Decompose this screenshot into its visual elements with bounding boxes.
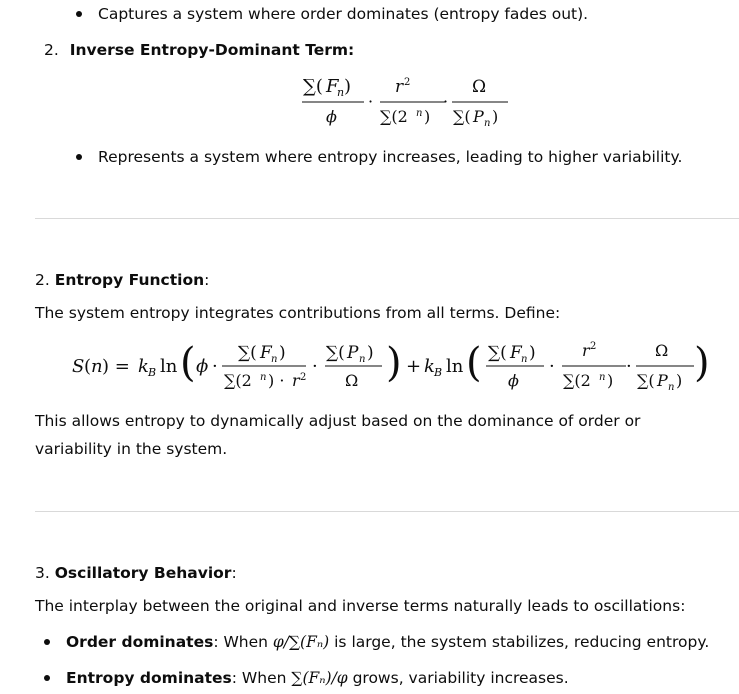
bullet-entropy-increases: Represents a system where entropy increases, leading to higher variability. bbox=[98, 148, 683, 166]
svg-text:): ) bbox=[424, 107, 431, 126]
svg-text:ϕ: ϕ bbox=[508, 371, 519, 390]
svg-text:n: n bbox=[599, 372, 606, 383]
svg-text:ln: ln bbox=[160, 356, 178, 377]
bullet-dot bbox=[76, 154, 82, 160]
svg-text:·: · bbox=[549, 356, 555, 377]
svg-text:B: B bbox=[148, 366, 157, 379]
svg-text:n: n bbox=[271, 354, 278, 365]
svg-text:P: P bbox=[347, 343, 359, 363]
svg-text:(: ( bbox=[180, 340, 196, 386]
svg-text:∑(: ∑( bbox=[637, 371, 655, 390]
svg-text:∑(2: ∑(2 bbox=[380, 107, 408, 126]
svg-text:∑(: ∑( bbox=[303, 76, 323, 97]
bullet-dot bbox=[44, 639, 50, 645]
svg-text:) =: ) = bbox=[102, 356, 130, 377]
svg-text:Ω: Ω bbox=[655, 341, 669, 360]
svg-text:2: 2 bbox=[300, 372, 307, 383]
svg-text:(: ( bbox=[84, 356, 92, 377]
svg-text:): ) bbox=[676, 371, 683, 390]
svg-text:B: B bbox=[434, 366, 443, 379]
svg-text:n: n bbox=[91, 356, 103, 377]
bullet-dot bbox=[44, 675, 50, 681]
svg-text:n: n bbox=[416, 108, 423, 119]
svg-text:) ·: ) · bbox=[268, 371, 285, 390]
entropy-explanation: This allows entropy to dynamically adjust based on the dominance of order or variability in the system. bbox=[35, 412, 641, 458]
svg-text:): ) bbox=[492, 107, 499, 126]
svg-text:∑(: ∑( bbox=[326, 343, 345, 363]
svg-text:∑(: ∑( bbox=[238, 343, 257, 363]
list-title: Inverse Entropy-Dominant Term: bbox=[69, 41, 355, 59]
svg-text:2: 2 bbox=[590, 341, 597, 352]
bullet-order-fades: Captures a system where order dominates (entropy fades out). bbox=[98, 5, 589, 23]
svg-text:n: n bbox=[337, 86, 345, 99]
svg-text:∑(2: ∑(2 bbox=[563, 371, 591, 390]
svg-text:n: n bbox=[521, 354, 528, 365]
svg-text:Ω: Ω bbox=[472, 77, 487, 97]
svg-text:P: P bbox=[657, 371, 668, 390]
svg-text:r: r bbox=[292, 371, 300, 390]
list-item-entropy-dominates: Entropy dominates: When ∑(Fₙ)/φ grows, variability increases. bbox=[66, 669, 569, 687]
entropy-intro: The system entropy integrates contributions from all terms. Define: bbox=[35, 304, 561, 322]
list-item-order-dominates: Order dominates: When φ/∑(Fₙ) is large, the system stabilizes, reducing entropy. bbox=[66, 633, 710, 651]
svg-text:∑(: ∑( bbox=[488, 343, 507, 363]
inline-math: ∑(Fₙ)/φ bbox=[291, 669, 348, 687]
svg-text:·: · bbox=[212, 356, 218, 377]
svg-text:): ) bbox=[607, 371, 614, 390]
svg-text:ln: ln bbox=[446, 356, 464, 377]
bullet-dot bbox=[76, 11, 82, 17]
svg-text:·: · bbox=[368, 92, 374, 111]
svg-text:): ) bbox=[529, 343, 536, 363]
svg-text:n: n bbox=[484, 118, 491, 129]
svg-text:·: · bbox=[312, 356, 318, 377]
divider bbox=[35, 218, 739, 219]
svg-text:·: · bbox=[443, 92, 449, 111]
list-item-2 bbox=[44, 36, 354, 64]
svg-text:ϕ: ϕ bbox=[326, 107, 337, 126]
svg-text:): ) bbox=[279, 343, 286, 363]
svg-text:F: F bbox=[326, 76, 339, 97]
svg-text:·: · bbox=[626, 356, 632, 377]
formula-inverse-term bbox=[300, 72, 520, 132]
svg-text:): ) bbox=[344, 76, 352, 97]
svg-text:∑(2: ∑(2 bbox=[224, 371, 252, 390]
svg-text:P: P bbox=[473, 107, 484, 126]
svg-text:∑(: ∑( bbox=[453, 107, 471, 126]
svg-text:): ) bbox=[694, 340, 710, 386]
svg-text:): ) bbox=[386, 340, 402, 386]
svg-text:n: n bbox=[260, 372, 267, 383]
svg-text:k: k bbox=[138, 356, 149, 377]
svg-text:F: F bbox=[260, 343, 272, 363]
svg-text:F: F bbox=[510, 343, 522, 363]
svg-text:): ) bbox=[367, 343, 374, 363]
list-number: 2. bbox=[44, 41, 59, 59]
svg-text:2: 2 bbox=[404, 77, 411, 88]
svg-text:n: n bbox=[668, 382, 675, 393]
svg-text:n: n bbox=[359, 354, 366, 365]
formula-entropy bbox=[70, 336, 710, 398]
svg-text:k: k bbox=[424, 356, 435, 377]
svg-text:S: S bbox=[72, 356, 85, 377]
divider bbox=[35, 511, 739, 512]
inline-math: φ/∑(Fₙ) bbox=[272, 633, 330, 651]
svg-text:+: + bbox=[406, 356, 422, 377]
svg-text:Ω: Ω bbox=[345, 371, 359, 390]
svg-text:r: r bbox=[395, 77, 404, 97]
section-heading-oscillatory-behavior: 3. Oscillatory Behavior: bbox=[35, 564, 237, 582]
oscillatory-intro: The interplay between the original and inverse terms naturally leads to oscillations: bbox=[35, 597, 686, 615]
svg-text:r: r bbox=[582, 341, 590, 360]
svg-text:(: ( bbox=[466, 340, 482, 386]
svg-text:ϕ: ϕ bbox=[196, 356, 209, 377]
section-heading-entropy-function: 2. Entropy Function: bbox=[35, 271, 210, 289]
